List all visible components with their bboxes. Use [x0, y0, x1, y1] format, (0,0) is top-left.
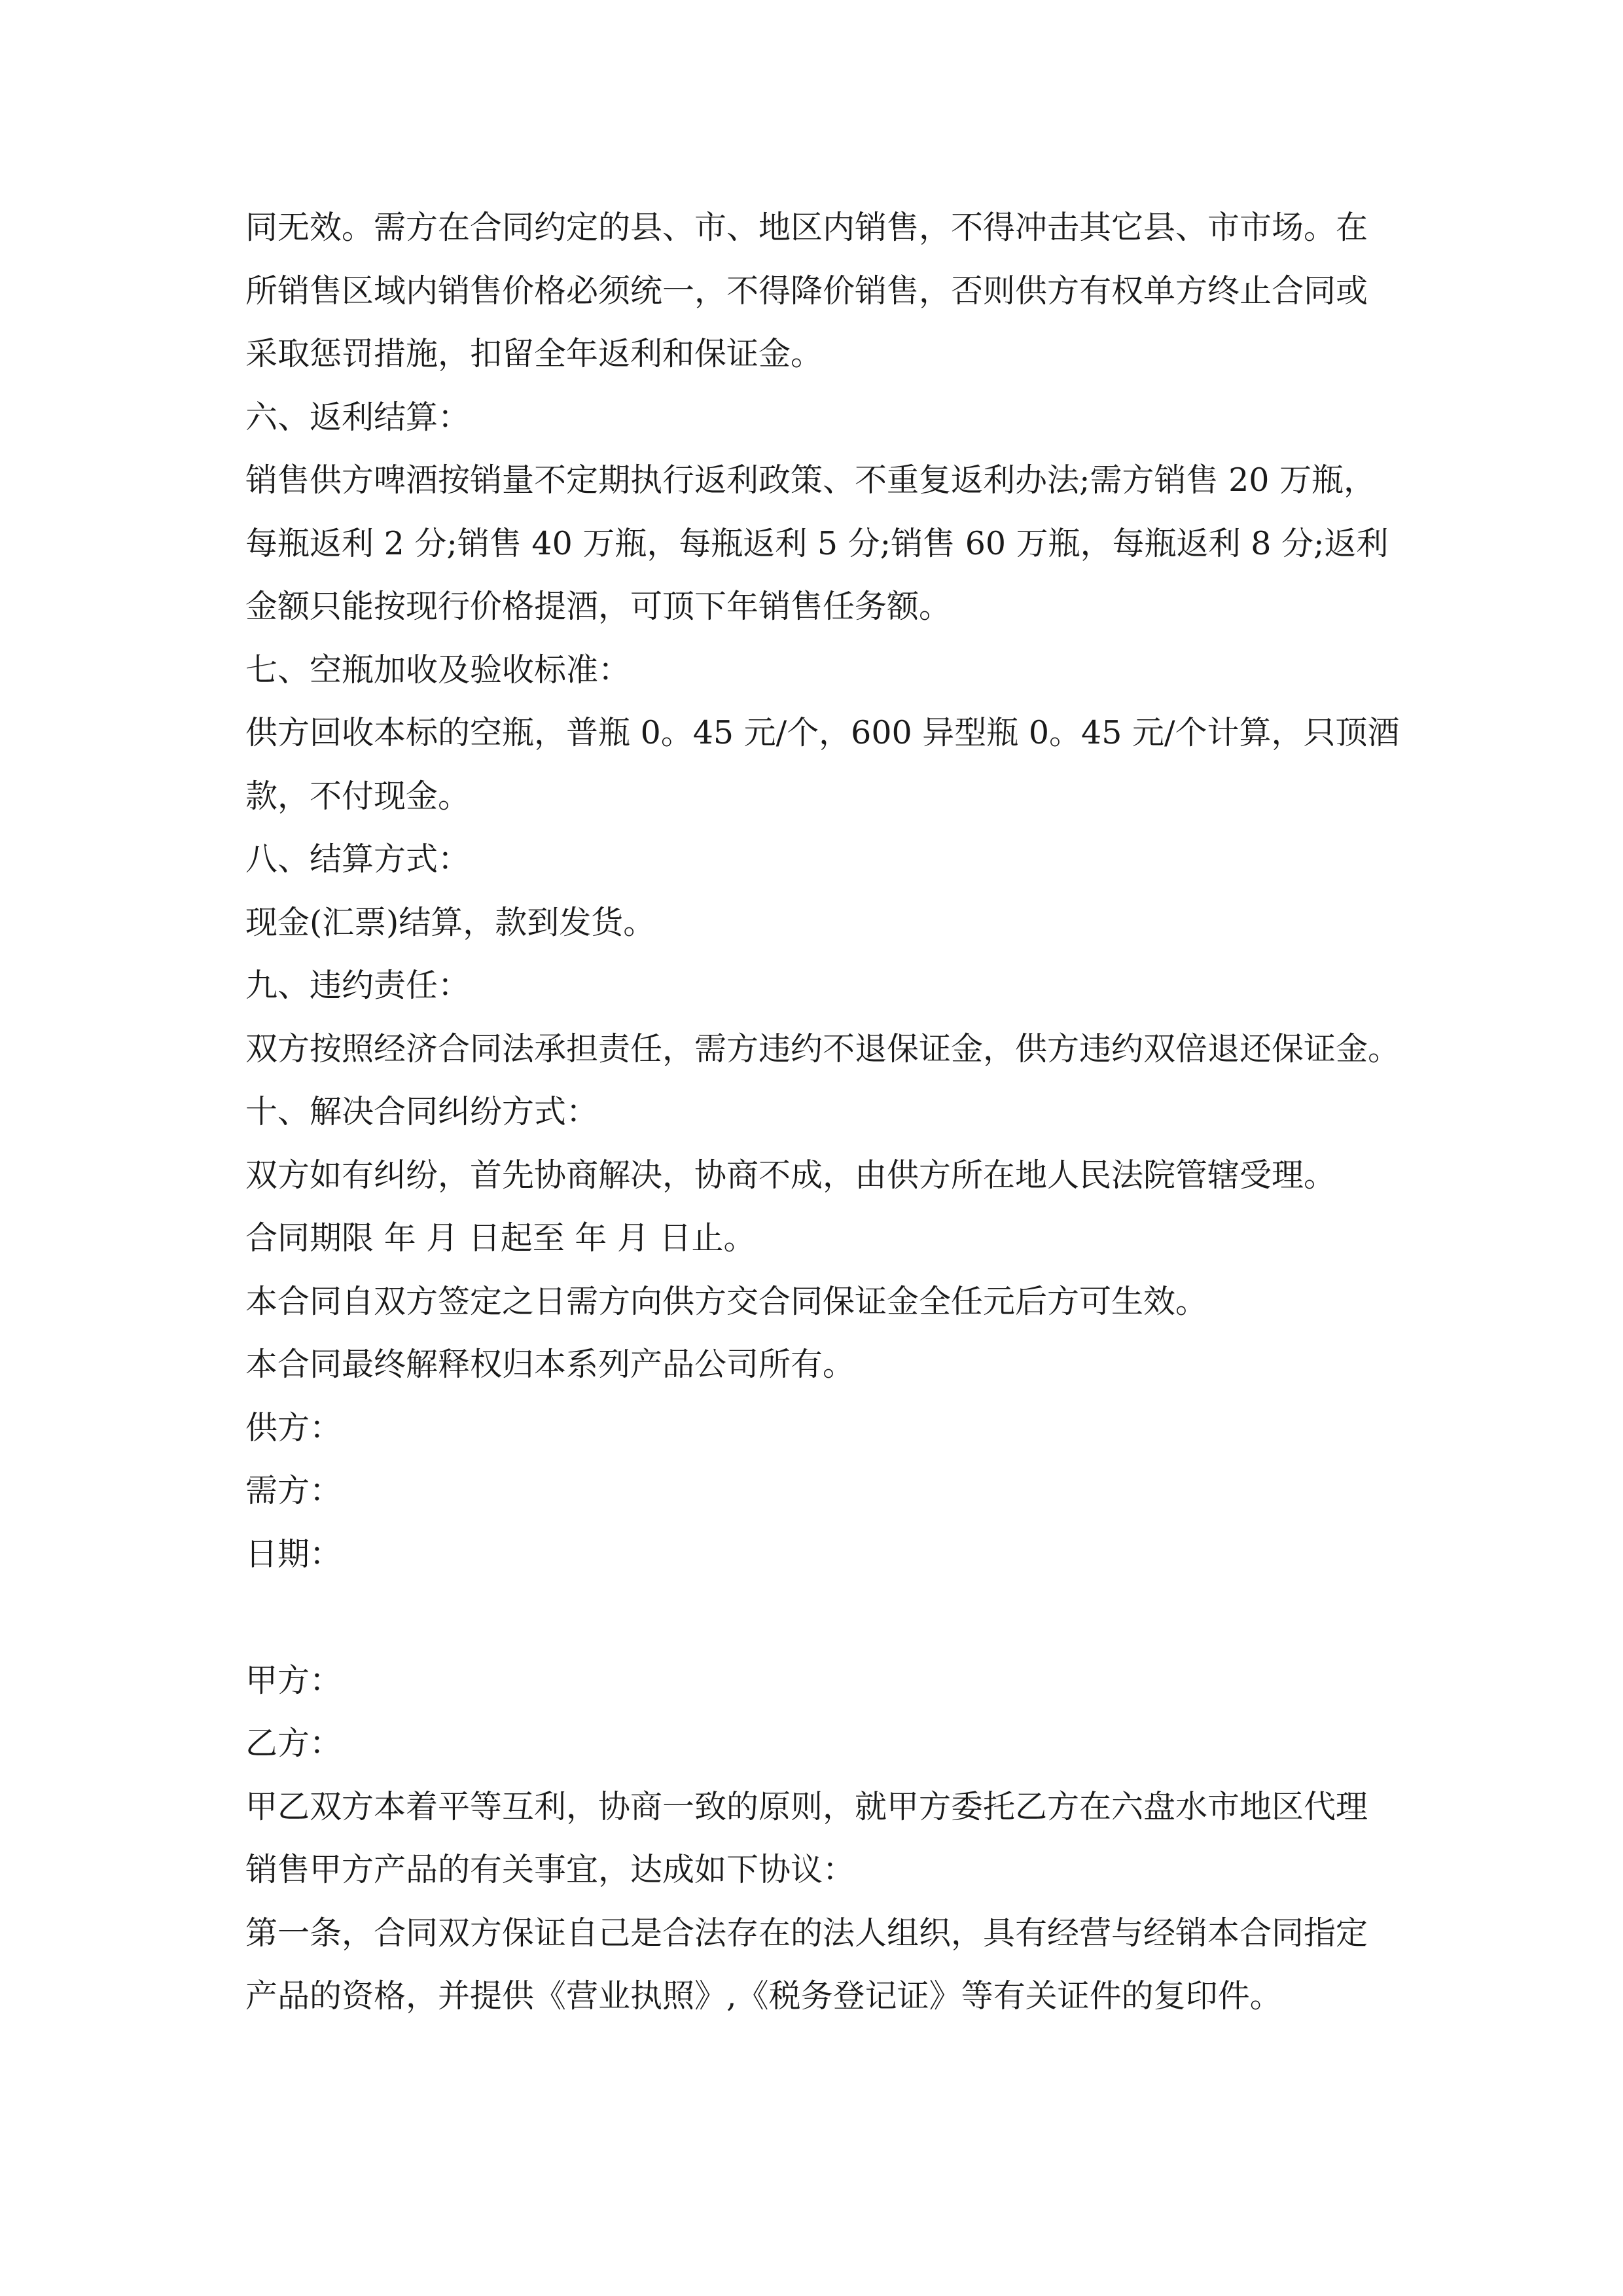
section-heading-disputes: 十、解决合同纠纷方式： — [245, 1093, 599, 1130]
section-heading-settlement: 八、结算方式： — [245, 840, 471, 878]
text-line: 销售供方啤酒按销量不定期执行返利政策、不重复返利办法;需方销售 20 万瓶， — [245, 461, 1376, 499]
section-heading-rebate: 六、返利结算： — [245, 398, 471, 436]
section-heading-liability: 九、违约责任： — [245, 967, 471, 1004]
blank-spacer — [245, 1586, 1397, 1649]
text-line: 产品的资格，并提供《营业执照》,《税务登记证》等有关证件的复印件。 — [245, 1977, 1282, 2015]
text-line: 款，不付现金。 — [245, 777, 471, 815]
document-body — [245, 196, 1400, 2028]
contract-term-line: 合同期限 年 月 日起至 年 月 日止。 — [245, 1219, 756, 1257]
text-line: 所销售区域内销售价格必须统一，不得降价销售，否则供方有权单方终止合同或 — [245, 272, 1368, 310]
article-one-line: 第一条，合同双方保证自己是合法存在的法人组织，具有经营与经销本合同指定 — [245, 1914, 1368, 1952]
text-line: 甲乙双方本着平等互利，协商一致的原则，就甲方委托乙方在六盘水市地区代理 — [245, 1787, 1368, 1825]
text-line: 每瓶返利 2 分;销售 40 万瓶，每瓶返利 5 分;销售 60 万瓶，每瓶返利 8 分;返利 — [245, 524, 1389, 562]
supplier-signature-label: 供方： — [245, 1408, 342, 1446]
text-line: 双方如有纠纷，首先协商解决，协商不成，由供方所在地人民法院管辖受理。 — [245, 1156, 1336, 1194]
text-line: 现金(汇票)结算，款到发货。 — [245, 903, 656, 941]
party-b-label: 乙方： — [245, 1725, 342, 1762]
text-line: 供方回收本标的空瓶，普瓶 0。45 元/个，600 异型瓶 0。45 元/个计算，只顶酒 — [245, 714, 1400, 751]
section-heading-empty-bottles: 七、空瓶加收及验收标准： — [245, 651, 631, 689]
date-label: 日期： — [245, 1535, 342, 1573]
text-line: 采取惩罚措施，扣留全年返利和保证金。 — [245, 335, 823, 372]
text-line: 销售甲方产品的有关事宜，达成如下协议： — [245, 1851, 855, 1888]
buyer-signature-label: 需方： — [245, 1472, 342, 1509]
text-line: 同无效。需方在合同约定的县、市、地区内销售，不得冲击其它县、市市场。在 — [245, 209, 1368, 246]
text-line: 本合同自双方签定之日需方向供方交合同保证金全任元后方可生效。 — [245, 1282, 1208, 1320]
party-a-label: 甲方： — [245, 1661, 342, 1699]
text-line: 金额只能按现行价格提酒，可顶下年销售任务额。 — [245, 588, 952, 625]
text-line: 本合同最终解释权归本系列产品公司所有。 — [245, 1346, 855, 1383]
text-line: 双方按照经济合同法承担责任，需方违约不退保证金，供方违约双倍退还保证金。 — [245, 1030, 1400, 1067]
